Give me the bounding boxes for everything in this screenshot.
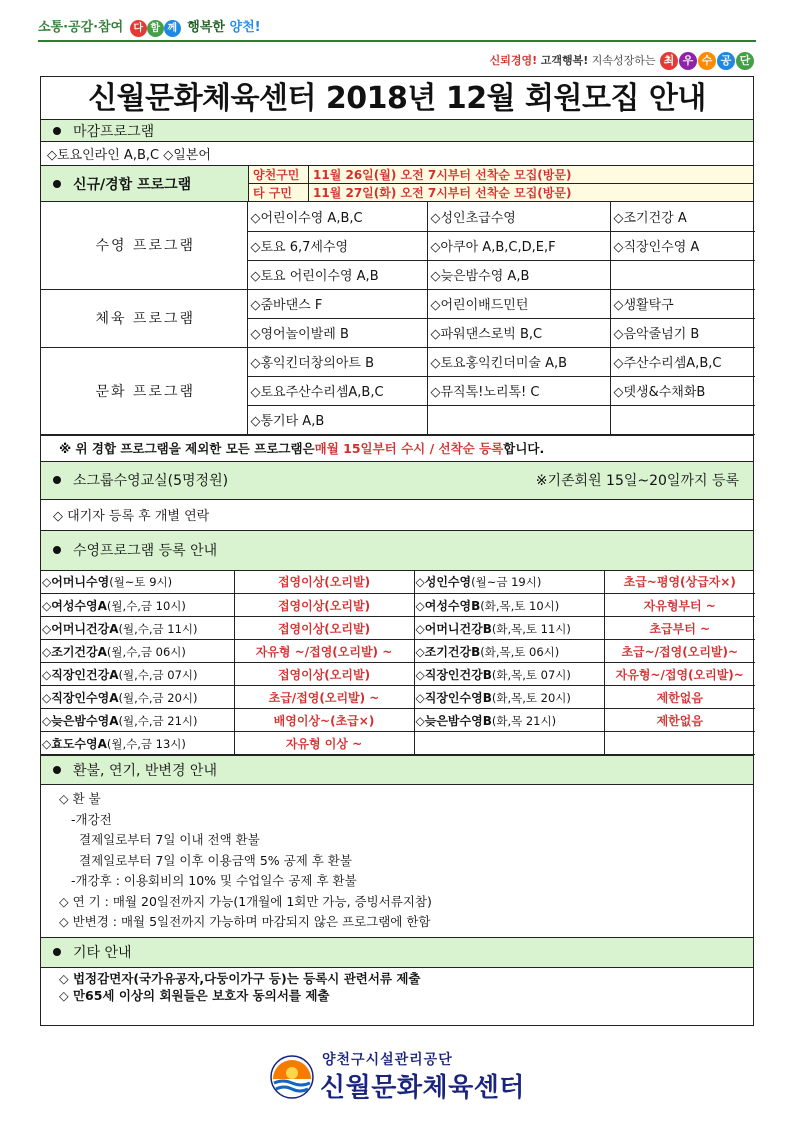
table-row xyxy=(41,289,755,318)
section-swimreg-header xyxy=(41,531,753,571)
circle-kke: 께 xyxy=(164,20,181,37)
l-program-level: 자유형 ~/접영(오리발) ~ xyxy=(234,640,414,663)
r-program-level: 제한없음 xyxy=(604,709,755,732)
program-time: (화,목,토 07시) xyxy=(491,667,571,682)
refund-line: ◇ 연 기 : 매월 20일전까지 가능(1개월에 1회만 가능, 증빙서류지참) xyxy=(59,893,432,909)
etc-line: ◇ 법정감면자(국가유공자,다둥이가구 등)는 등록시 관련서류 제출 xyxy=(59,970,421,986)
motto-circle-4: 공 xyxy=(717,52,735,70)
program-item: ◇주산수리셈A,B,C xyxy=(610,347,755,376)
l-program-name xyxy=(41,709,234,732)
bullet-icon xyxy=(53,180,61,188)
program-item: ◇줌바댄스 F xyxy=(247,289,427,318)
smallgroup-content: ◇ 대기자 등록 후 개별 연락 xyxy=(41,500,753,531)
footer-center-name: 신월문화체육센터 xyxy=(320,1073,525,1103)
section-etc-header xyxy=(41,938,753,968)
motto-trust: 신뢰경영! xyxy=(489,54,538,67)
l-program-name xyxy=(41,640,234,663)
program-item: ◇뮤직톡!노리톡! C xyxy=(427,376,610,405)
program-time: (월,수,금 06시) xyxy=(106,644,186,659)
r-program-level: 초급~평영(상급자×) xyxy=(604,571,755,594)
refund-line: ◇ 환 불 xyxy=(59,791,101,806)
header-slogan xyxy=(38,16,261,37)
program-name: ◇어머니건강A xyxy=(42,621,119,636)
program-item: ◇토요홍익킨더미술 A,B xyxy=(427,347,610,376)
program-name: ◇직장인수영A xyxy=(42,690,119,705)
table-row xyxy=(41,617,755,640)
l-program-level: 초급/접영(오리발) ~ xyxy=(234,686,414,709)
program-name: ◇직장인수영B xyxy=(415,690,492,705)
motto-circle-5: 단 xyxy=(736,52,754,70)
l-program-name xyxy=(41,617,234,640)
swim-table xyxy=(41,571,755,756)
program-time: (월~토 9시) xyxy=(109,575,173,590)
new-label xyxy=(41,166,249,201)
registration-row xyxy=(249,166,753,183)
l-program-level: 접영이상(오리발) xyxy=(234,663,414,686)
program-time: (화,목,토 10시) xyxy=(480,598,560,613)
registration-who: 양천구민 xyxy=(249,166,309,183)
program-name: ◇효도수영A xyxy=(42,736,107,751)
slogan-prefix: 소통·공감·참여 xyxy=(38,20,124,35)
l-program-name xyxy=(41,663,234,686)
sun-logo-icon xyxy=(270,1055,314,1099)
program-name: ◇조기건강A xyxy=(42,644,107,659)
program-name: ◇성인수영 xyxy=(415,575,472,590)
r-program-level: 자유형부터 ~ xyxy=(604,594,755,617)
program-item xyxy=(610,260,755,289)
r-program-name xyxy=(414,686,604,709)
r-program-name xyxy=(414,732,604,755)
program-item: ◇늦은밤수영 A,B xyxy=(427,260,610,289)
motto-growth: 지속성장하는 xyxy=(591,54,656,67)
program-name: ◇직장인건강A xyxy=(42,667,119,682)
program-item: ◇뎃생&수채화B xyxy=(610,376,755,405)
l-program-name xyxy=(41,686,234,709)
program-name: ◇조기건강B xyxy=(415,644,481,659)
l-program-name xyxy=(41,594,234,617)
motto-circle-2: 우 xyxy=(679,52,697,70)
program-item: ◇직장인수영 A xyxy=(610,231,755,260)
section-refund-header xyxy=(41,755,753,785)
program-time: (월~금 19시) xyxy=(471,575,542,590)
program-name: ◇여성수영B xyxy=(415,598,481,613)
category-culture: 문화 프로그램 xyxy=(41,347,247,434)
program-name: ◇어머니건강B xyxy=(415,621,492,636)
bullet-icon xyxy=(53,766,61,774)
table-row xyxy=(41,347,755,376)
slogan-suffix: 행복한 xyxy=(187,20,225,35)
circle-da: 다 xyxy=(130,20,147,37)
r-program-name xyxy=(414,617,604,640)
program-item: ◇홍익킨더창의아트 B xyxy=(247,347,427,376)
program-time: (월,수,금 20시) xyxy=(118,690,198,705)
program-item: ◇토요 어린이수영 A,B xyxy=(247,260,427,289)
smallgroup-existing-note: ※기존회원 15일~20일까지 등록 xyxy=(535,473,739,489)
r-program-level: 초급~/접영(오리발)~ xyxy=(604,640,755,663)
refund-content xyxy=(41,785,753,938)
bullet-icon xyxy=(53,476,61,484)
section-closed-title: 마감프로그램 xyxy=(73,123,155,140)
r-program-name xyxy=(414,709,604,732)
program-name: ◇어머니수영 xyxy=(42,575,110,590)
bullet-icon xyxy=(53,127,61,135)
registration-when: 11월 26일(월) 오전 7시부터 선착순 모집(방문) xyxy=(313,168,572,182)
program-item: ◇어린이배드민턴 xyxy=(427,289,610,318)
category-sports: 체육 프로그램 xyxy=(41,289,247,347)
footer-org: 양천구시설관리공단 xyxy=(322,1052,453,1068)
refund-line: ◇ 반변경 : 매월 5일전까지 가능하며 마감되지 않은 프로그램에 한함 xyxy=(59,914,431,929)
note-suffix: 합니다. xyxy=(503,441,545,456)
header-divider xyxy=(38,40,756,42)
l-program-level: 배영이상~(초급×) xyxy=(234,709,414,732)
r-program-level xyxy=(604,732,755,755)
program-item xyxy=(610,405,755,434)
table-row xyxy=(41,709,755,732)
registration-who: 타 구민 xyxy=(249,184,309,201)
slogan-circles xyxy=(130,20,181,37)
program-item: ◇성인초급수영 xyxy=(427,202,610,231)
program-time: (화,목,토 06시) xyxy=(480,644,560,659)
program-item xyxy=(427,405,610,434)
program-item: ◇생활탁구 xyxy=(610,289,755,318)
r-program-level: 초급부터 ~ xyxy=(604,617,755,640)
table-row xyxy=(41,686,755,709)
l-program-level: 자유형 이상 ~ xyxy=(234,732,414,755)
program-name: ◇늦은밤수영B xyxy=(415,713,492,728)
header-motto xyxy=(490,52,754,70)
etc-line: ◇ 만65세 이상의 회원들은 보호자 동의서를 제출 xyxy=(59,987,330,1003)
competitive-note xyxy=(41,435,753,462)
bullet-icon xyxy=(53,546,61,554)
registration-when: 11월 27일(화) 오전 7시부터 선착순 모집(방문) xyxy=(313,186,572,200)
section-etc-title: 기타 안내 xyxy=(73,945,132,961)
page-title: 신월문화체육센터 2018년 12월 회원모집 안내 xyxy=(41,77,753,120)
section-refund-title: 환불, 연기, 반변경 안내 xyxy=(73,763,217,779)
motto-circle-3: 수 xyxy=(698,52,716,70)
note-highlight: 매월 15일부터 수시 / 선착순 등록 xyxy=(314,441,504,456)
refund-line: 결제일로부터 7일 이후 이용금액 5% 공제 후 환불 xyxy=(79,852,352,868)
program-item: ◇통기타 A,B xyxy=(247,405,427,434)
r-program-name xyxy=(414,640,604,663)
program-time: (월,수,금 11시) xyxy=(118,621,198,636)
r-program-level: 제한없음 xyxy=(604,686,755,709)
program-time: (화,목,토 20시) xyxy=(491,690,571,705)
refund-line: -개강전 xyxy=(71,811,112,827)
footer-logo xyxy=(270,1047,530,1107)
motto-circle-1: 최 xyxy=(660,52,678,70)
program-item: ◇토요 6,7세수영 xyxy=(247,231,427,260)
program-time: (월,수,금 10시) xyxy=(106,598,186,613)
program-item: ◇어린이수영 A,B,C xyxy=(247,202,427,231)
table-row xyxy=(41,202,755,231)
program-item: ◇영어놀이발레 B xyxy=(247,318,427,347)
bullet-icon xyxy=(53,948,61,956)
program-item: ◇토요주산수리셈A,B,C xyxy=(247,376,427,405)
r-program-name xyxy=(414,571,604,594)
notice-document xyxy=(40,76,754,1026)
r-program-name xyxy=(414,594,604,617)
slogan-city: 양천! xyxy=(229,20,261,35)
section-smallgroup-title: 소그룹수영교실(5명정원) xyxy=(73,473,229,489)
program-time: (화,목 21시) xyxy=(491,713,557,728)
program-time: (월,수,금 07시) xyxy=(118,667,198,682)
refund-line: 결제일로부터 7일 이내 전액 환불 xyxy=(79,832,260,847)
section-closed-header xyxy=(41,120,753,142)
program-item: ◇조기건강 A xyxy=(610,202,755,231)
program-time: (화,목,토 11시) xyxy=(491,621,571,636)
l-program-level: 접영이상(오리발) xyxy=(234,571,414,594)
category-swim: 수영 프로그램 xyxy=(41,202,247,289)
table-row xyxy=(41,640,755,663)
program-item: ◇음악줄넘기 B xyxy=(610,318,755,347)
table-row xyxy=(41,594,755,617)
l-program-name xyxy=(41,571,234,594)
motto-happy: 고객행복! xyxy=(540,54,589,67)
refund-line: -개강후 : 이용회비의 10% 및 수업일수 공제 후 환불 xyxy=(71,873,357,888)
registration-schedule xyxy=(249,166,753,201)
closed-programs: ◇토요인라인 A,B,C ◇일본어 xyxy=(41,142,753,166)
table-row xyxy=(41,571,755,594)
program-item: ◇아쿠아 A,B,C,D,E,F xyxy=(427,231,610,260)
section-smallgroup-header xyxy=(41,462,753,500)
program-time: (월,수,금 13시) xyxy=(106,736,186,751)
program-time: (월,수,금 21시) xyxy=(118,713,198,728)
program-name: ◇여성수영A xyxy=(42,598,107,613)
l-program-level: 접영이상(오리발) xyxy=(234,617,414,640)
program-table xyxy=(41,202,755,435)
section-swimreg-title: 수영프로그램 등록 안내 xyxy=(73,543,218,559)
l-program-name xyxy=(41,732,234,755)
l-program-level: 접영이상(오리발) xyxy=(234,594,414,617)
r-program-name xyxy=(414,663,604,686)
circle-ham: 함 xyxy=(147,20,164,37)
program-name: ◇늦은밤수영A xyxy=(42,713,119,728)
r-program-level: 자유형~/접영(오리발)~ xyxy=(604,663,755,686)
table-row xyxy=(41,663,755,686)
section-new-header xyxy=(41,166,753,202)
note-text: ※ 위 경합 프로그램을 제외한 모든 프로그램은 xyxy=(59,441,315,456)
registration-row xyxy=(249,183,753,201)
program-item: ◇파워댄스로빅 B,C xyxy=(427,318,610,347)
program-name: ◇직장인건강B xyxy=(415,667,492,682)
etc-content xyxy=(41,968,753,1004)
table-row xyxy=(41,732,755,755)
section-new-title: 신규/경합 프로그램 xyxy=(73,176,192,193)
